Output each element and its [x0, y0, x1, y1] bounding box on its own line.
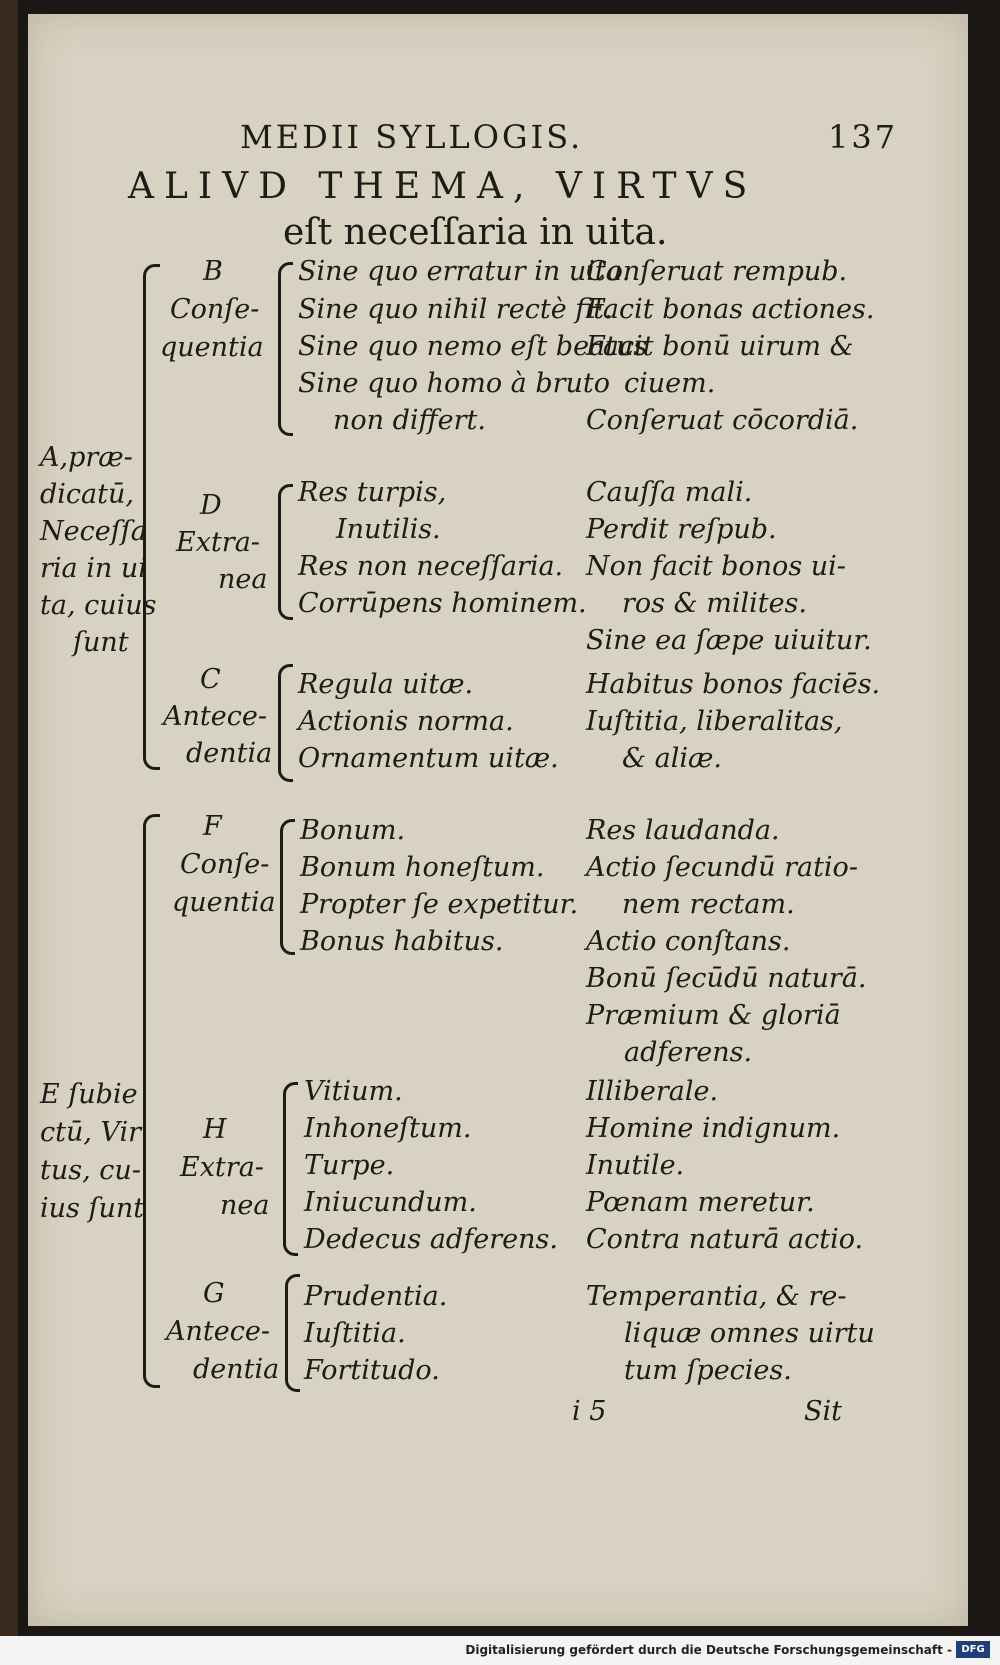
consequence-e: Homine indignum. [586, 1113, 841, 1144]
consequence-a: Conſeruat cōcordiā. [586, 405, 859, 436]
root-brace-e [143, 814, 160, 1388]
consequence-e: Illiberale. [586, 1076, 719, 1107]
item-d: Res turpis, [298, 477, 447, 508]
consequence-e: Contra naturā actio. [586, 1224, 864, 1255]
item-h: Turpe. [304, 1150, 395, 1181]
consequence-e: Inutile. [586, 1150, 685, 1181]
group-label-b: B [203, 256, 223, 287]
item-h: Iniucundum. [304, 1187, 477, 1218]
page-number: 137 [828, 118, 899, 156]
consequence-a: Facit bonas actiones. [586, 294, 875, 325]
item-b: Sine quo homo à bruto [298, 368, 611, 399]
consequence-e: Bonū ſecūdū naturā. [586, 963, 867, 994]
item-f: Propter ſe expetitur. [300, 889, 579, 920]
item-g: Fortitudo. [304, 1355, 440, 1386]
title-line-1: ALIVD THEMA, VIRTVS [128, 166, 758, 207]
consequence-a: & aliæ. [622, 743, 722, 774]
item-f: Bonum. [300, 815, 406, 846]
root-a-line: dicatū, [40, 479, 134, 510]
root-a-line: ſunt [73, 627, 129, 658]
consequence-e: adferens. [624, 1037, 753, 1068]
consequence-e: Actio ſecundū ratio- [586, 852, 858, 883]
item-b: Sine quo nihil rectè fit. [298, 294, 613, 325]
consequence-e: Præmium & gloriā [586, 1000, 841, 1031]
group-label-d-line: nea [218, 564, 268, 595]
consequence-a: Perdit reſpub. [586, 514, 777, 545]
item-b: Sine quo nemo eſt beatus [298, 331, 648, 362]
consequence-e: Actio conſtans. [586, 926, 791, 957]
item-g: Iuſtitia. [304, 1318, 406, 1349]
group-label-h-line: Extra- [180, 1152, 264, 1183]
item-f: Bonum honeſtum. [300, 852, 545, 883]
group-brace-b [278, 262, 293, 436]
group-label-b-line: quentia [160, 332, 264, 363]
group-label-h-line: nea [220, 1190, 270, 1221]
item-c: Ornamentum uitæ. [298, 743, 559, 774]
consequence-e: nem rectam. [622, 889, 795, 920]
item-d: Corrūpens hominem. [298, 588, 587, 619]
group-label-g-line: Antece- [166, 1316, 270, 1347]
catchword: Sit [804, 1396, 842, 1427]
consequence-e: tum ſpecies. [624, 1355, 792, 1386]
item-h: Dedecus adferens. [304, 1224, 558, 1255]
group-label-c-line: Antece- [163, 701, 267, 732]
consequence-a: ros & milites. [622, 588, 807, 619]
item-d: Res non neceſſaria. [298, 551, 564, 582]
consequence-e: Pœnam meretur. [586, 1187, 815, 1218]
item-b: Sine quo erratur in uita. [298, 256, 631, 287]
item-c: Regula uitæ. [298, 669, 474, 700]
group-label-h: H [203, 1114, 227, 1145]
consequence-a: Sine ea ſæpe uiuitur. [586, 625, 872, 656]
root-e-line: ctū, Vir [40, 1117, 142, 1148]
group-label-f-line: quentia [172, 887, 276, 918]
group-label-d-line: Extra- [176, 527, 260, 558]
group-label-c: C [200, 664, 221, 695]
book-page [28, 14, 968, 1626]
root-e-line: tus, cu- [40, 1155, 141, 1186]
consequence-a: Cauſſa mali. [586, 477, 753, 508]
root-a-line: A,præ- [40, 442, 133, 473]
item-h: Vitium. [304, 1076, 403, 1107]
book-binding [0, 0, 18, 1640]
consequence-a: Non facit bonos ui- [586, 551, 846, 582]
title-line-2: eſt neceſſaria in uita. [283, 212, 668, 253]
item-d: Inutilis. [336, 514, 441, 545]
root-a-line: Neceſſa [40, 516, 147, 547]
item-b: non differt. [333, 405, 486, 436]
item-c: Actionis norma. [298, 706, 514, 737]
group-brace-h [283, 1082, 298, 1256]
consequence-a: Habitus bonos faciēs. [586, 669, 881, 700]
group-label-f: F [203, 811, 222, 842]
group-brace-c [278, 664, 293, 782]
group-brace-g [285, 1274, 300, 1392]
group-label-c-line: dentia [186, 738, 273, 769]
dfg-logo: DFG [956, 1641, 990, 1658]
consequence-e: liquæ omnes uirtu [624, 1318, 875, 1349]
consequence-a: Conſeruat rempub. [586, 256, 848, 287]
consequence-a: ciuem. [624, 368, 716, 399]
root-e-line: ius ſunt [40, 1193, 145, 1224]
root-a-line: ria in ui [40, 553, 147, 584]
group-brace-f [280, 819, 295, 955]
consequence-a: Facit bonū uirum & [586, 331, 854, 362]
group-label-b-line: Conſe- [170, 294, 260, 325]
group-label-f-line: Conſe- [180, 849, 270, 880]
consequence-a: Iuſtitia, liberalitas, [586, 706, 843, 737]
item-g: Prudentia. [304, 1281, 448, 1312]
consequence-e: Temperantia, & re- [586, 1281, 847, 1312]
group-label-g: G [203, 1278, 225, 1309]
root-e-line: E ſubie [40, 1079, 138, 1110]
group-brace-d [278, 484, 293, 620]
root-a-line: ta, cuius [40, 590, 157, 621]
consequence-e: Res laudanda. [586, 815, 780, 846]
running-title: MEDII SYLLOGIS. [240, 118, 584, 156]
item-h: Inhoneſtum. [304, 1113, 472, 1144]
item-f: Bonus habitus. [300, 926, 504, 957]
footer-credit: Digitalisierung gefördert durch die Deutsche Forschungsgemeinschaft - [465, 1643, 952, 1657]
group-label-g-line: dentia [193, 1354, 280, 1385]
signature-mark: i 5 [572, 1396, 607, 1427]
group-label-d: D [200, 490, 222, 521]
